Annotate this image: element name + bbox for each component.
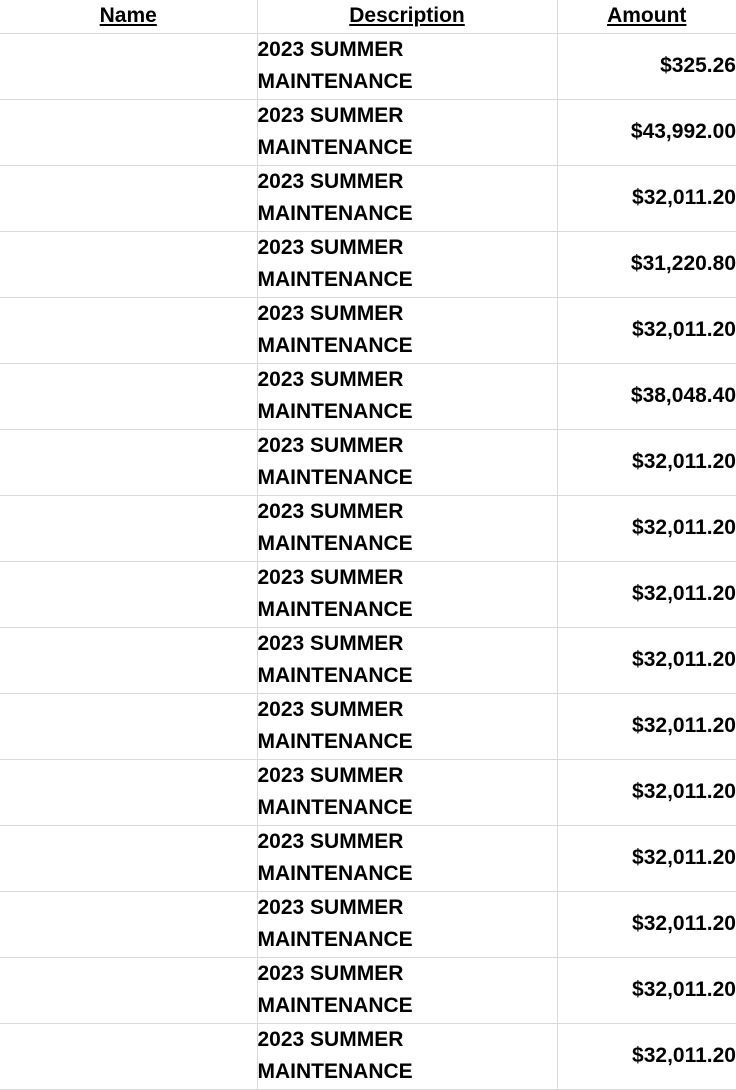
description-line: 2023 SUMMER xyxy=(257,961,404,985)
table-row xyxy=(0,957,736,1023)
description-cell[interactable] xyxy=(257,561,557,627)
name-cell[interactable] xyxy=(0,165,257,231)
name-cell[interactable] xyxy=(0,297,257,363)
description-cell[interactable] xyxy=(257,33,557,99)
description-cell[interactable] xyxy=(257,627,557,693)
description-line: 2023 SUMMER xyxy=(257,433,404,457)
name-cell[interactable] xyxy=(0,363,257,429)
description-line: MAINTENANCE xyxy=(257,400,413,423)
name-cell[interactable] xyxy=(0,693,257,759)
name-cell[interactable] xyxy=(0,99,257,165)
description-line: 2023 SUMMER xyxy=(257,367,404,391)
description-line: 2023 SUMMER xyxy=(257,565,404,589)
name-cell[interactable] xyxy=(0,495,257,561)
description-line: MAINTENANCE xyxy=(257,268,413,291)
description-line: MAINTENANCE xyxy=(257,862,413,885)
name-cell[interactable] xyxy=(0,1023,257,1089)
table-row xyxy=(0,363,736,429)
description-line: 2023 SUMMER xyxy=(257,301,404,325)
amount-cell[interactable]: $32,011.20 xyxy=(557,891,736,957)
amount-cell[interactable]: $32,011.20 xyxy=(557,825,736,891)
amount-cell[interactable]: $32,011.20 xyxy=(557,297,736,363)
table-row xyxy=(0,693,736,759)
table-row xyxy=(0,891,736,957)
description-cell[interactable] xyxy=(257,759,557,825)
description-line: 2023 SUMMER xyxy=(257,631,404,655)
header-row xyxy=(0,0,736,33)
amount-cell[interactable]: $43,992.00 xyxy=(557,99,736,165)
table-row xyxy=(0,495,736,561)
table-row xyxy=(0,231,736,297)
table-row xyxy=(0,825,736,891)
description-cell[interactable] xyxy=(257,231,557,297)
name-cell[interactable] xyxy=(0,561,257,627)
description-line: 2023 SUMMER xyxy=(257,37,404,61)
table-row xyxy=(0,627,736,693)
description-line: 2023 SUMMER xyxy=(257,235,404,259)
name-cell[interactable] xyxy=(0,627,257,693)
name-cell[interactable] xyxy=(0,33,257,99)
table-row xyxy=(0,429,736,495)
description-line: 2023 SUMMER xyxy=(257,103,404,127)
name-cell[interactable] xyxy=(0,429,257,495)
description-line: MAINTENANCE xyxy=(257,136,413,159)
table-row xyxy=(0,759,736,825)
description-line: 2023 SUMMER xyxy=(257,1027,404,1051)
description-line: MAINTENANCE xyxy=(257,664,413,687)
description-cell[interactable] xyxy=(257,363,557,429)
amount-cell[interactable]: $32,011.20 xyxy=(557,495,736,561)
table-row xyxy=(0,1023,736,1089)
amount-cell[interactable]: $32,011.20 xyxy=(557,561,736,627)
description-cell[interactable] xyxy=(257,1023,557,1089)
description-line: MAINTENANCE xyxy=(257,1060,413,1083)
amount-cell[interactable]: $32,011.20 xyxy=(557,957,736,1023)
description-line: MAINTENANCE xyxy=(257,334,413,357)
description-line: 2023 SUMMER xyxy=(257,763,404,787)
description-cell[interactable] xyxy=(257,693,557,759)
description-line: 2023 SUMMER xyxy=(257,895,404,919)
name-cell[interactable] xyxy=(0,891,257,957)
description-line: MAINTENANCE xyxy=(257,928,413,951)
description-cell[interactable] xyxy=(257,891,557,957)
table-row xyxy=(0,297,736,363)
table-row xyxy=(0,99,736,165)
description-line: MAINTENANCE xyxy=(257,994,413,1017)
column-header-name[interactable]: Name xyxy=(0,0,257,33)
amount-cell[interactable]: $32,011.20 xyxy=(557,693,736,759)
description-line: 2023 SUMMER xyxy=(257,829,404,853)
description-line: MAINTENANCE xyxy=(257,598,413,621)
column-header-description[interactable]: Description xyxy=(257,0,557,33)
description-line: 2023 SUMMER xyxy=(257,169,404,193)
description-line: MAINTENANCE xyxy=(257,70,413,93)
name-cell[interactable] xyxy=(0,759,257,825)
amount-cell[interactable]: $32,011.20 xyxy=(557,627,736,693)
description-cell[interactable] xyxy=(257,165,557,231)
amount-cell[interactable]: $32,011.20 xyxy=(557,759,736,825)
table-body xyxy=(0,33,736,1089)
column-header-amount[interactable]: Amount xyxy=(557,0,736,33)
name-cell[interactable] xyxy=(0,231,257,297)
description-line: MAINTENANCE xyxy=(257,202,413,225)
name-cell[interactable] xyxy=(0,825,257,891)
description-cell[interactable] xyxy=(257,957,557,1023)
description-cell[interactable] xyxy=(257,99,557,165)
amount-cell[interactable]: $325.26 xyxy=(557,33,736,99)
amount-cell[interactable]: $32,011.20 xyxy=(557,165,736,231)
amount-cell[interactable]: $38,048.40 xyxy=(557,363,736,429)
description-cell[interactable] xyxy=(257,495,557,561)
table-row xyxy=(0,33,736,99)
table-row xyxy=(0,165,736,231)
amount-cell[interactable]: $32,011.20 xyxy=(557,1023,736,1089)
table-row xyxy=(0,561,736,627)
description-cell[interactable] xyxy=(257,297,557,363)
description-line: 2023 SUMMER xyxy=(257,499,404,523)
description-line: MAINTENANCE xyxy=(257,532,413,555)
description-line: MAINTENANCE xyxy=(257,796,413,819)
description-cell[interactable] xyxy=(257,825,557,891)
description-line: 2023 SUMMER xyxy=(257,697,404,721)
name-cell[interactable] xyxy=(0,957,257,1023)
amount-cell[interactable]: $31,220.80 xyxy=(557,231,736,297)
description-line: MAINTENANCE xyxy=(257,730,413,753)
description-cell[interactable] xyxy=(257,429,557,495)
amount-cell[interactable]: $32,011.20 xyxy=(557,429,736,495)
description-line: MAINTENANCE xyxy=(257,466,413,489)
